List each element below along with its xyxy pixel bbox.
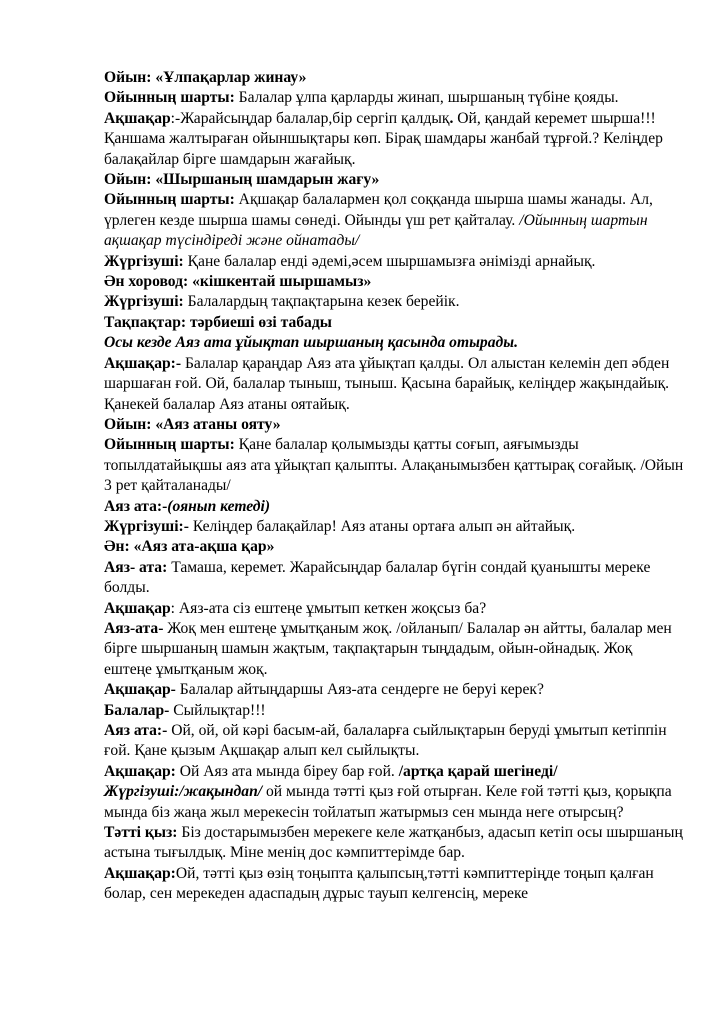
bold-text-run: Жүргізуші:	[104, 252, 184, 270]
paragraph	[104, 619, 684, 680]
paragraph	[104, 864, 684, 905]
bold-text-run: Ақшақар	[104, 109, 171, 127]
italic-text-run: /Ойынның шартын ақшақар түсіндіреді және ойнатады/	[104, 211, 648, 250]
paragraph	[104, 823, 684, 864]
paragraph	[104, 517, 684, 537]
bold-text-run: Аяз ата:-	[104, 722, 168, 739]
bold-text-run: Жүргізуші:	[104, 293, 184, 311]
bold-text-run: Ақшақар	[104, 599, 171, 617]
text-run: Балалардың тақпақтарына кезек берейік.	[183, 293, 460, 311]
paragraph	[104, 292, 684, 312]
bold-text-run: Аяз-ата-	[104, 619, 164, 637]
bold-text-run: /артқа қарай шегінеді/	[398, 762, 558, 780]
bold-text-run: Ақшақар:	[104, 864, 176, 882]
paragraph	[104, 680, 684, 700]
paragraph	[104, 272, 684, 292]
bold-text-run: Ойын: «Аяз атаны ояту»	[104, 415, 281, 433]
paragraph	[104, 252, 684, 272]
text-run: ой мында тәтті қыз ғой отырған. Келе ғой тәтті қыз, қорықпа мында біз жаңа жыл мерекесін тойлатып жатырмыз сен мында неге отырсың?	[104, 783, 672, 821]
text-run: Қане балалар енді әдемі,әсем шыршамызға әнімізді арнайық.	[183, 252, 596, 270]
bold-text-run: Аяз- ата:	[104, 558, 168, 576]
paragraph	[104, 415, 684, 435]
bold-text-run: Ойынның шарты:	[104, 89, 235, 107]
paragraph	[104, 762, 684, 782]
bold-italic-text-run: Осы кезде Аяз ата ұйықтап шыршаның қасында отырады.	[104, 334, 518, 352]
text-run: Тамаша, керемет. Жарайсыңдар балалар бүгін сондай қуанышты мереке болды.	[104, 558, 651, 597]
text-run: : Аяз-ата сіз ештеңе ұмытып кеткен жоқсыз ба?	[170, 599, 487, 617]
text-run: Ой, қандай керемет шырша!!! Қаншама жалтыраған ойыншықтары көп. Бірақ шамдары жанбай тұрғой.? Келіңдер балақайлар бірге шамдарын жағайық.	[104, 109, 663, 168]
paragraph	[104, 435, 684, 496]
text-run: Балалар айтыңдаршы Аяз-ата сендерге не беруі керек?	[175, 681, 544, 699]
paragraph	[104, 109, 684, 170]
paragraph	[104, 170, 684, 190]
paragraph	[104, 537, 684, 557]
text-run: Қане балалар қолымызды қатты соғып, аяғымызды топылдатайықшы аяз ата ұйықтап қалыпты. Алақанымызбен қаттырақ соғайық. /Ойын 3 рет қайталанады/	[104, 436, 684, 495]
paragraph	[104, 68, 684, 88]
text-run: Балалар қараңдар Аяз ата ұйықтап қалды. Ол алыстан келемін деп әбден шаршаған ғой. Ой, балалар тыныш, тыныш. Қасына барайық, келіңдер жақындайық. Қанекей балалар Аяз атаны оятайық.	[104, 354, 670, 413]
bold-text-run: Жүргізуші:-	[104, 517, 189, 535]
bold-text-run: Тәтті қыз:	[104, 824, 178, 842]
bold-text-run: Ойынның шарты:	[104, 191, 235, 209]
paragraph	[104, 333, 684, 353]
bold-text-run: Ақшақар:-	[104, 354, 182, 372]
paragraph	[104, 599, 684, 619]
bold-italic-text-run: Жүргізуші:/жақындап/	[104, 783, 263, 801]
bold-text-run: Ақшақар:	[104, 762, 176, 780]
paragraph	[104, 558, 684, 599]
bold-text-run: Ақшақар-	[104, 681, 176, 699]
bold-text-run: .	[449, 109, 454, 127]
text-run: Ой, тәтті қыз өзің тоңыпта қалыпсың,тәтті кәмпиттеріңде тоңып қалған болар, сен мерекеден адаспадың дұрыс тауып келгенсің, мереке	[104, 864, 654, 903]
document-page	[104, 68, 684, 905]
text-run: Келіңдер балақайлар! Аяз атаны ортаға алып ән айтайық.	[188, 517, 576, 535]
paragraph	[104, 497, 684, 517]
paragraph	[104, 313, 684, 333]
text-run: Ақшақар балалармен қол соққанда шырша шамы жанады. Ал, үрлеген кезде шырша шамы сөнеді. Ойынды үш рет қайталау.	[104, 191, 653, 229]
paragraph	[104, 721, 684, 762]
paragraph	[104, 701, 684, 721]
paragraph	[104, 782, 684, 823]
bold-text-run: Ойын: «Шыршаның шамдарын жағу»	[104, 171, 380, 189]
text-run: Ой Аяз ата мында біреу бар ғой.	[175, 762, 399, 780]
paragraph	[104, 354, 684, 415]
paragraph	[104, 190, 684, 251]
text-run: Ой, ой, ой кәрі басым-ай, балаларға сыйлықтарын беруді ұмытып кетіппін ғой. Қане қызым Ақшақар алып кел сыйлықты.	[104, 722, 667, 760]
bold-text-run: Ән: «Аяз ата-ақша қар»	[104, 538, 275, 556]
text-run: Сыйлықтар!!!	[169, 701, 266, 719]
bold-text-run: Ән хоровод: «кішкентай шыршамыз»	[104, 273, 372, 291]
bold-text-run: Аяз ата:-	[104, 497, 168, 515]
bold-text-run: Ойынның шарты:	[104, 436, 235, 454]
bold-text-run: Тақпақтар: тәрбиеші өзі табады	[104, 313, 332, 331]
text-run: Балалар ұлпа қарларды жинап, шыршаның түбіне қояды.	[234, 89, 619, 107]
text-run: :-Жарайсыңдар балалар,бір сергіп қалдық	[170, 109, 450, 127]
paragraph	[104, 88, 684, 108]
text-run: Жоқ мен ештеңе ұмытқаным жоқ. /ойланып/ Балалар ән айтты, балалар мен бірге шыршаның шамын жақтым, тақпақтарын тыңдадым, ойын-ойнадық. Жоқ ештеңе ұмытқаным жоқ.	[104, 619, 672, 678]
bold-text-run: Ойын: «Ұлпақарлар жинау»	[104, 69, 307, 86]
bold-text-run: Балалар-	[104, 701, 170, 719]
bold-italic-text-run: (оянып кетеді)	[167, 497, 271, 515]
text-run: Біз достарымызбен мерекеге келе жатқанбыз, адасып кетіп осы шыршаның астына тығылдық. Міне менің дос кәмпиттерімде бар.	[104, 824, 683, 862]
